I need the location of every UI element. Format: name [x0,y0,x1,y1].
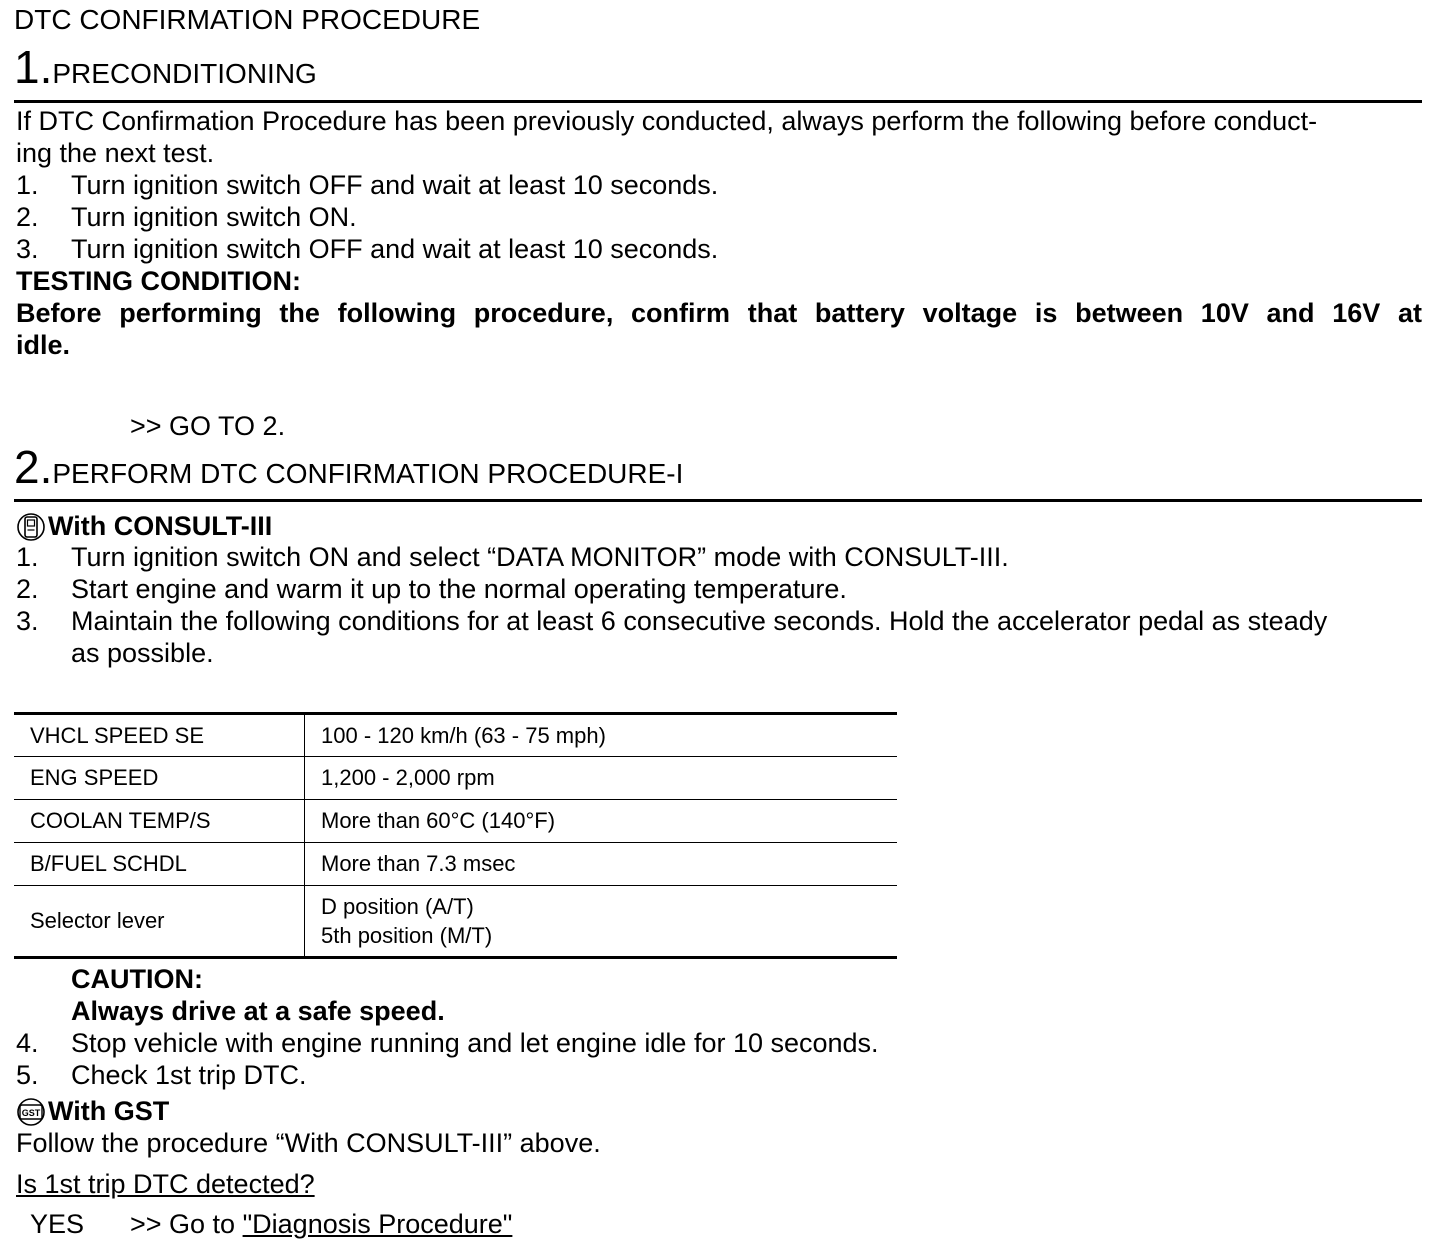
condition-item: Selector lever [14,886,305,958]
question-text: Is 1st trip DTC detected? [16,1169,315,1199]
condition-item: VHCL SPEED SE [14,714,305,757]
divider [14,499,1422,502]
list-item: Turn ignition switch OFF and wait at least 10 seconds. [71,170,719,200]
list-item-number: 3. [16,234,39,264]
list-item: Stop vehicle with engine running and let engine idle for 10 seconds. [71,1028,879,1058]
list-item-number: 4. [16,1028,39,1058]
conditions-table [14,712,897,959]
consult-heading: With CONSULT-III [48,511,273,541]
condition-item: B/FUEL SCHDL [14,843,305,886]
step-title: PRECONDITIONING [52,58,317,89]
caution-label: CAUTION: [71,964,203,994]
step-number: 2. [14,441,53,493]
page-title: DTC CONFIRMATION PROCEDURE [14,4,481,35]
caution-text: Always drive at a safe speed. [71,996,445,1026]
consult-tool-icon [16,512,46,542]
list-item-number: 2. [16,202,39,232]
condition-value: More than 7.3 msec [305,843,898,886]
list-item: Maintain the following conditions for at least 6 consecutive seconds. Hold the accelerator pedal as steady [71,606,1328,636]
table-row [14,757,897,800]
yes-action [130,1208,512,1240]
intro-text-line-1: If DTC Confirmation Procedure has been previously conducted, always perform the following before conduct- [16,106,1318,136]
list-item-number: 1. [16,542,39,572]
testing-condition-label: TESTING CONDITION: [16,266,301,296]
condition-item: ENG SPEED [14,757,305,800]
divider [14,100,1422,103]
table-row [14,800,897,843]
table-row [14,843,897,886]
list-item-number: 3. [16,606,39,636]
intro-text-line-2: ing the next test. [16,138,215,168]
diagnosis-procedure-link[interactable]: "Diagnosis Procedure" [242,1209,513,1239]
list-item: Turn ignition switch ON. [71,202,357,232]
condition-value: More than 60°C (140°F) [305,800,898,843]
svg-text:GST: GST [21,1108,41,1118]
yes-label: YES [30,1209,85,1239]
list-item: Check 1st trip DTC. [71,1060,307,1090]
list-item: Start engine and warm it up to the normal operating temperature. [71,574,847,604]
condition-item: COOLAN TEMP/S [14,800,305,843]
testing-condition-line-1: Before performing the following procedure, confirm that battery voltage is between 10V and 16V at [16,298,1422,328]
condition-value: 5th position (M/T) [321,923,493,948]
yes-prefix: >> Go to [130,1209,243,1239]
list-item: Turn ignition switch ON and select “DATA MONITOR” mode with CONSULT-III. [71,542,1009,572]
condition-value-multiline [305,886,898,958]
gst-text: Follow the procedure “With CONSULT-III” above. [16,1128,601,1158]
list-item: Turn ignition switch OFF and wait at least 10 seconds. [71,234,719,264]
gst-heading: With GST [48,1096,170,1126]
list-item-number: 2. [16,574,39,604]
step-title: PERFORM DTC CONFIRMATION PROCEDURE-I [52,458,684,489]
step-1-heading [14,41,317,93]
table-row [14,886,897,958]
gst-tool-icon [16,1097,46,1127]
list-item-number: 5. [16,1060,39,1090]
step-number: 1. [14,41,53,93]
goto-step-2[interactable]: >> GO TO 2. [130,411,286,441]
condition-value: D position (A/T) [321,894,474,919]
testing-condition-line-2: idle. [16,330,71,360]
condition-value: 100 - 120 km/h (63 - 75 mph) [321,722,606,748]
list-item-continuation: as possible. [71,638,214,668]
list-item-number: 1. [16,170,39,200]
table-row [14,714,897,757]
condition-value: 1,200 - 2,000 rpm [305,757,898,800]
step-2-heading [14,441,684,493]
